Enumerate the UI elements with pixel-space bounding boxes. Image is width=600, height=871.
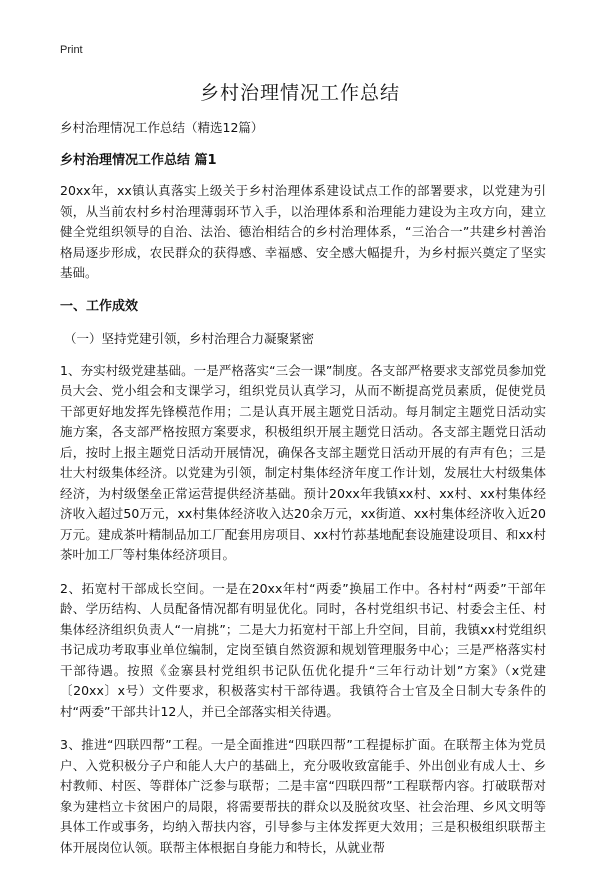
paragraph-four-links: 3、推进“四联四帮”工程。一是全面推进“四联四帮”工程提标扩面。在联帮主体为党员户、入党积极分子户和能人大户的基础上，充分吸收致富能手、外出创业有成人士、乡村教师、村医、等群体广泛参与联帮；二是丰富“四联四帮”工程联帮内容。打破联帮对象为建档立卡贫困户的局限，将需要帮扶的群众以及脱贫攻坚、社会治理、乡风文明等具体工作或事务，均纳入帮扶内容，引导参与主体发挥更大效用；三是积极组织联帮主体开展岗位认领。联帮主体根据自身能力和特长，从就业帮 [60, 737, 546, 855]
document-body [60, 118, 546, 871]
paragraph-cadre-growth: 2、拓宽村干部成长空间。一是在20xx年村“两委”换届工作中。各村村“两委”干部年龄、学历结构、人员配备情况都有明显优化。同时，各村党组织书记、村委会主任、村集体经济组织负责人“一肩挑”；二是大力拓宽村干部上升空间，目前，我镇xx村党组织书记成功考取事业单位编制，定岗至镇自然资源和规划管理服务中心；三是严格落实村干部待遇。按照《金寨县村党组织书记队伍优化提升“三年行动计划”方案》（x党建〔20xx〕x号）文件要求，积极落实村干部待遇。我镇符合士官及全日制大专条件的村“两委”干部共计12人，并已全部落实相关待遇。 [60, 580, 546, 719]
print-label: Print [60, 44, 83, 56]
document-subtitle: 乡村治理情况工作总结（精选12篇） [60, 120, 264, 135]
section-heading: 乡村治理情况工作总结 篇1 [60, 153, 217, 168]
intro-paragraph: 20xx年，xx镇认真落实上级关于乡村治理体系建设试点工作的部署要求，以党建为引领，从当前农村乡村治理薄弱环节入手，以治理体系和治理能力建设为主攻方向，建立健全党组织领导的自治、法治、德治相结合的乡村治理体系，“三治合一”共建乡村善治格局逐步形成，农民群众的获得感、幸福感、安全感大幅提升，为乡村振兴奠定了坚实基础。 [60, 183, 546, 280]
document-title: 乡村治理情况工作总结 [199, 82, 400, 104]
paragraph-party-building: 1、夯实村级党建基础。一是严格落实“三会一课”制度。各支部严格要求支部党员参加党员大会、党小组会和支课学习，组织党员认真学习，从而不断提高党员素质，促使党员干部更好地发挥先锋模范作用；二是认真开展主题党日活动。每月制定主题党日活动实施方案，各支部严格按照方案要求，积极组织开展主题党日活动。各支部主题党日活动后，按时上报主题党日活动开展情况，确保各支部主题党日活动开展的有声有色；三是壮大村级集体经济。以党建为引领，制定村集体经济年度工作计划，发展壮大村级集体经济，为村级堡垒正常运营提供经济基础。预计20xx年我镇xx村、xx村、xx村集体经济收入超过50万元，xx村集体经济收入达20余万元，xx街道、xx村集体经济收入近20万元。建成茶叶精制品加工厂配套用房项目、xx村竹荪基地配套设施建设项目、和xx村茶叶加工厂等村集体经济项目。 [60, 362, 546, 562]
heading-work-results: 一、工作成效 [60, 298, 139, 314]
heading-party-leadership: （一）坚持党建引领，乡村治理合力凝聚紧密 [64, 330, 315, 346]
